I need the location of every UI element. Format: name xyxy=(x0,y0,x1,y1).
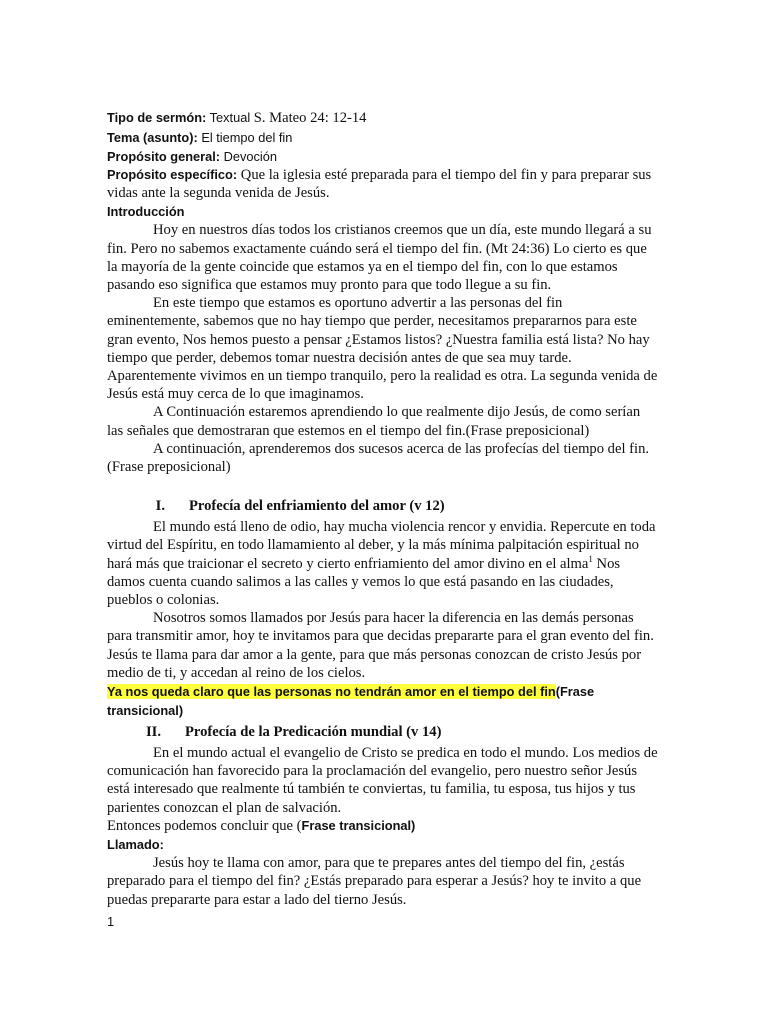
section-1-paragraph-2: Nosotros somos llamados por Jesús para hacer la diferencia en las demás personas para transmitir amor, hoy te invitamos para que decidas prepararte para el gran evento del fin. Jesús te llama para dar amor a la gente, para que más personas conozcan de cristo Jesús por medio de ti, y accedan al reino de los cielos. xyxy=(107,610,654,681)
section-1-heading xyxy=(107,497,658,516)
llamado-heading xyxy=(107,835,658,854)
section-1-p1-continued: Nos damos cuenta cuando salimos a las calles y vemos lo que está pasando en las ciudades, pueblos o colonias. xyxy=(107,555,621,609)
section-1-p1-text: El mundo está lleno de odio, hay mucha violencia rencor y envidia. Repercute en toda virtud del Espíritu, en todo llamamiento al deber, y la más mínima palpitación espiritual no hará más que traicionar el secreto y cierto enfriamiento del amor divino en el alma xyxy=(107,519,656,572)
section-2-conclusion xyxy=(107,817,658,835)
especifico-value: Que la iglesia esté preparada para el tiempo del fin y para preparar sus vidas ante la segunda venida de Jesús. xyxy=(107,167,652,202)
tipo-reference: S. Mateo 24: 12-14 xyxy=(253,110,367,126)
meta-proposito-general xyxy=(107,147,658,166)
section-1-paragraph-1 xyxy=(107,518,658,609)
section-1-title: Profecía del enfriamiento del amor (v 12) xyxy=(189,498,445,515)
meta-tema xyxy=(107,128,658,147)
intro-paragraph-1: Hoy en nuestros días todos los cristianos creemos que un día, este mundo llegará a su fin. Pero no sabemos exactamente cuándo será el tiempo del fin. (Mt 24:36) Lo cierto es que la mayoría de la gente coincide que estamos ya en el tiempo del fin, con lo que estamos pasando eso significa que estamos muy pronto para que todo llegue a su fin. xyxy=(107,222,652,294)
general-value: Devoción xyxy=(220,149,277,164)
general-label: Propósito general: xyxy=(107,149,221,164)
conclude-transition: Frase transicional) xyxy=(301,817,416,833)
especifico-label: Propósito específico: xyxy=(107,167,238,182)
meta-proposito-especifico xyxy=(107,166,658,202)
intro-title: Introducción xyxy=(107,204,185,220)
section-2-number: II. xyxy=(145,724,161,741)
highlighted-conclusion: Ya nos queda claro que las personas no tendrán amor en el tiempo del fin xyxy=(107,684,556,700)
section-2-paragraph-1: En el mundo actual el evangelio de Cristo se predica en todo el mundo. Los medios de comunicación han favorecido para la proclamación del evangelio, pero nuestro señor Jesús está interesado que realmente tú también te conviertas, tu familia, tu esposa, tus hijos y tus parientes conozcan el plan de salvación. xyxy=(107,745,658,816)
transition-label: (Frase transicional) xyxy=(107,684,595,719)
llamado-paragraph: Jesús hoy te llama con amor, para que te prepares antes del tiempo del fin, ¿estás preparado para el tiempo del fin? ¿Estás preparado para esperar a Jesús? hoy te invito a que puedas prepararte para estar a lado del tierno Jesús. xyxy=(107,855,642,908)
section-2-title: Profecía de la Predicación mundial (v 14) xyxy=(185,724,442,741)
llamado-title: Llamado: xyxy=(107,837,164,853)
footnote-marker: 1 xyxy=(588,553,593,564)
page-number: 1 xyxy=(107,914,115,929)
section-2-heading xyxy=(107,723,658,742)
intro-paragraph-4: A continuación, aprenderemos dos sucesos acerca de las profecías del tiempo del fin. (Frase preposicional) xyxy=(107,440,650,476)
conclude-text: Entonces podemos concluir que ( xyxy=(107,817,302,834)
intro-paragraph-3: A Continuación estaremos aprendiendo lo que realmente dijo Jesús, de como serían las señales que demostraran que estemos en el tiempo del fin.(Frase preposicional) xyxy=(107,404,641,439)
intro-heading xyxy=(107,202,658,221)
tipo-label: Tipo de sermón: xyxy=(107,110,207,125)
meta-tipo xyxy=(107,108,658,128)
tema-label: Tema (asunto): xyxy=(107,130,198,145)
tipo-value: Textual xyxy=(206,110,254,125)
section-1-conclusion xyxy=(107,682,658,720)
spacer xyxy=(107,476,658,494)
tema-value: El tiempo del fin xyxy=(197,130,293,145)
intro-paragraph-2: En este tiempo que estamos es oportuno advertir a las personas del fin eminentemente, sabemos que no hay tiempo que perder, necesitamos prepararnos para este gran evento, Nos hemos puesto a pensar ¿Estamos listos? ¿Nuestra familia está lista? No hay tiempo que perder, debemos tomar nuestra decisión antes de que sea muy tarde. Aparentemente vivimos en un tiempo tranquilo, pero la realidad es otra. La segunda venida de Jesús está muy cerca de lo que imaginamos. xyxy=(107,295,658,403)
section-1-number: I. xyxy=(155,498,165,515)
